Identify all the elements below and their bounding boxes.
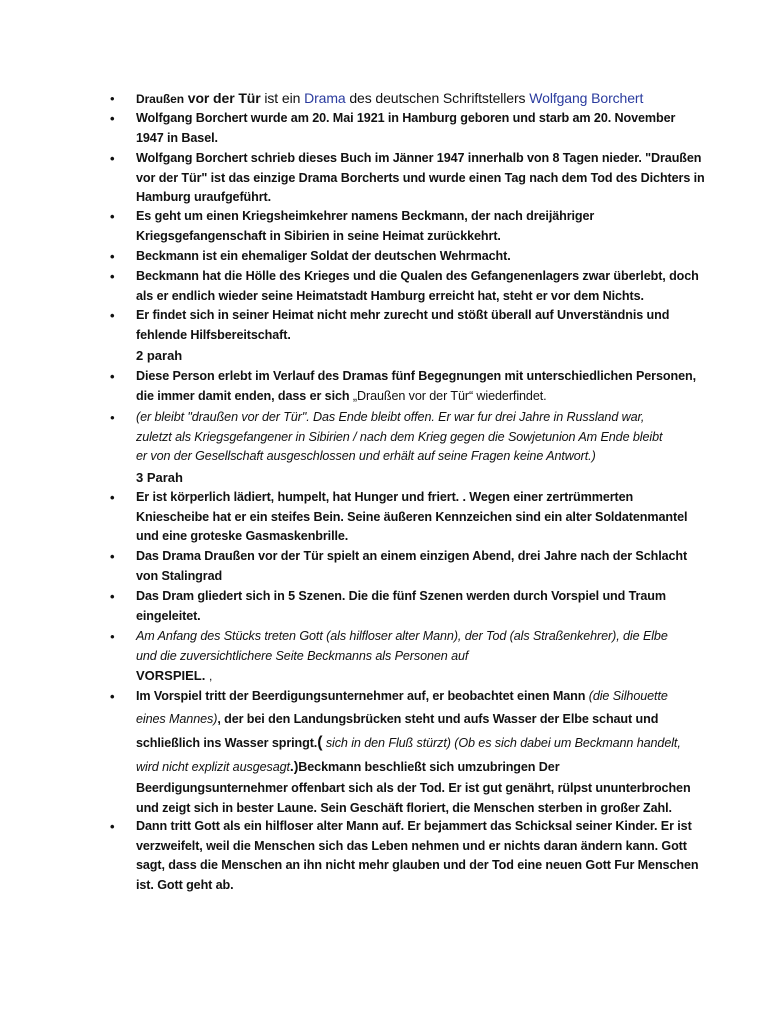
- item-line: und die zuversichtlichere Seite Beckmanns als Personen auf: [136, 648, 469, 663]
- list-item-vorspiel: [110, 685, 691, 818]
- item-line: Dann tritt Gott als ein hilfloser alter Mann auf. Er bejammert das Schicksal seiner Kinder. Er ist: [136, 819, 692, 833]
- item-line: eingeleitet.: [136, 608, 201, 623]
- quote-title: „Draußen vor der Tür“ wiederfindet: [352, 388, 544, 403]
- item-line: zuletzt als Kriegsgefangener in Sibirien / nach dem Krieg gegen die Sowjetunion Am Ende bleibt: [136, 429, 663, 444]
- item-line: Am Anfang des Stücks treten Gott (als hilfloser alter Mann), der Tod (als Straßenkehrer), die Elbe: [136, 629, 668, 643]
- list-item: [110, 547, 688, 586]
- bullet: •: [110, 249, 115, 264]
- section-heading-3: 3 Parah: [136, 470, 183, 485]
- wolfgang-borchert-link[interactable]: Wolfgang Borchert: [529, 90, 644, 106]
- bullet: •: [110, 209, 115, 224]
- title-word-vor-der-tuer: vor der Tür: [187, 90, 261, 106]
- bullet: •: [110, 369, 115, 384]
- item-line: Hamburg uraufgeführt.: [136, 190, 272, 205]
- list-item: [110, 207, 676, 246]
- item-line-part: Beckmann beschließt sich umzubringen Der: [298, 760, 560, 774]
- item-line: Er findet sich in seiner Heimat nicht mehr zurecht und stößt überall auf Unverständnis und: [136, 308, 670, 322]
- list-item: [110, 247, 676, 267]
- item-line: Es geht um einen Kriegsheimkehrer namens Beckmann, der nach dreijähriger: [136, 209, 595, 223]
- intro-text-2: des deutschen Schriftstellers: [349, 90, 526, 106]
- item-line: ist. Gott geht ab.: [136, 877, 234, 892]
- list-item: [110, 306, 676, 345]
- period: .: [543, 388, 547, 403]
- section-heading-2: 2 parah: [136, 348, 183, 363]
- list-item: [110, 109, 676, 148]
- list-item-intro: [110, 89, 676, 110]
- item-line: sagt, dass die Menschen an ihn nicht mehr glauben und der Tod eine neuen Gott Fur Menschen: [136, 858, 699, 873]
- bullet: •: [110, 549, 115, 564]
- item-line: und eine groteske Gasmaskenbrille.: [136, 529, 349, 544]
- list-item-italic: [110, 408, 676, 467]
- item-line-part: (die Silhouette: [588, 689, 668, 703]
- paren: (: [317, 734, 323, 751]
- bullet: •: [110, 308, 115, 323]
- vorspiel-label: VORSPIEL.: [136, 668, 206, 683]
- item-line: Diese Person erlebt im Verlauf des Dramas fünf Begegnungen mit unterschiedlichen Personen,: [136, 369, 696, 383]
- item-line: Beerdigungsunternehmer offenbart sich als der Tod. Er ist gut genährt, rülpst ununterbrochen: [136, 781, 691, 795]
- bullet: •: [110, 589, 115, 604]
- list-item: [110, 367, 696, 406]
- list-item-italic: [110, 627, 676, 666]
- intro-text-1: ist ein: [264, 90, 301, 106]
- item-line: fehlende Hilfsbereitschaft.: [136, 327, 291, 342]
- item-line: Beckmann ist ein ehemaliger Soldat der deutschen Wehrmacht.: [136, 249, 511, 263]
- item-line-part: , der bei den Landungsbrücken steht und aufs Wasser der Elbe schaut und: [217, 712, 659, 726]
- item-line: von Stalingrad: [136, 568, 223, 583]
- list-item: [110, 488, 688, 547]
- bullet: •: [110, 689, 115, 704]
- item-line-part: die immer damit enden, dass er sich: [136, 388, 350, 403]
- item-line: als er endlich wieder seine Heimatstadt Hamburg erreicht hat, steht er vor dem Nichts.: [136, 288, 644, 303]
- item-line: Wolfgang Borchert wurde am 20. Mai 1921 in Hamburg geboren und starb am 20. November: [136, 111, 676, 125]
- bullet: •: [110, 269, 115, 284]
- item-line: Beckmann hat die Hölle des Krieges und die Qualen des Gefangenenlagers zwar überlebt, doch: [136, 269, 699, 283]
- item-line: verzweifelt, weil die Menschen sich das Leben nehmen und er nichts daran ändern kann. Gott: [136, 838, 687, 853]
- item-line-part: wird nicht explizit ausgesagt: [136, 760, 290, 774]
- item-line-part: sich in den Fluß stürzt) (Ob es sich dabei um Beckmann handelt,: [325, 736, 681, 750]
- item-line: Kriegsgefangenschaft in Sibirien in seine Heimat zurückkehrt.: [136, 228, 501, 243]
- list-item: [110, 149, 705, 208]
- item-line: und zeigt sich in bester Laune. Sein Geschäft floriert, die Menschen sterben in großer Zahl.: [136, 800, 672, 815]
- bullet: •: [110, 629, 115, 644]
- item-line: vor der Tür" ist das einzige Drama Borcherts und wurde einen Tag nach dem Tod des Dichters in: [136, 170, 705, 185]
- bullet: •: [110, 410, 115, 425]
- title-word-drauen: Draußen: [136, 92, 184, 106]
- item-line-part: Im Vorspiel tritt der Beerdigungsunternehmer auf, er beobachtet einen Mann: [136, 689, 586, 703]
- list-item: [110, 587, 676, 626]
- item-line: Wolfgang Borchert schrieb dieses Buch im Jänner 1947 innerhalb von 8 Tagen nieder. "Draußen: [136, 151, 702, 165]
- bullet: •: [110, 490, 115, 505]
- item-line: er von der Gesellschaft ausgeschlossen und erhält auf seine Fragen keine Antwort.): [136, 449, 596, 464]
- item-line-part: eines Mannes): [136, 712, 218, 726]
- bullet: •: [110, 819, 115, 834]
- bullet: •: [110, 91, 115, 106]
- item-line-part: schließlich ins Wasser springt.: [136, 736, 318, 750]
- bullet: •: [110, 111, 115, 126]
- item-line: Er ist körperlich lädiert, humpelt, hat Hunger und friert. . Wegen einer zertrümmerten: [136, 490, 634, 504]
- item-line-part: .): [289, 758, 299, 774]
- item-line: 1947 in Basel.: [136, 130, 218, 145]
- vorspiel-heading: [136, 666, 212, 686]
- bullet: •: [110, 151, 115, 166]
- item-line: Das Dram gliedert sich in 5 Szenen. Die die fünf Szenen werden durch Vorspiel und Traum: [136, 589, 666, 603]
- item-line: (er bleibt "draußen vor der Tür". Das Ende bleibt offen. Er war fur drei Jahre in Russland war,: [136, 410, 645, 424]
- vorspiel-suffix: ,: [208, 669, 213, 683]
- list-item: [110, 817, 699, 895]
- item-line: Kniescheibe hat er ein steifes Bein. Seine äußeren Kennzeichen sind ein alter Soldatenmantel: [136, 509, 688, 524]
- item-line: Das Drama Draußen vor der Tür spielt an einem einzigen Abend, drei Jahre nach der Schlacht: [136, 549, 688, 563]
- drama-link[interactable]: Drama: [304, 90, 346, 106]
- list-item: [110, 267, 699, 306]
